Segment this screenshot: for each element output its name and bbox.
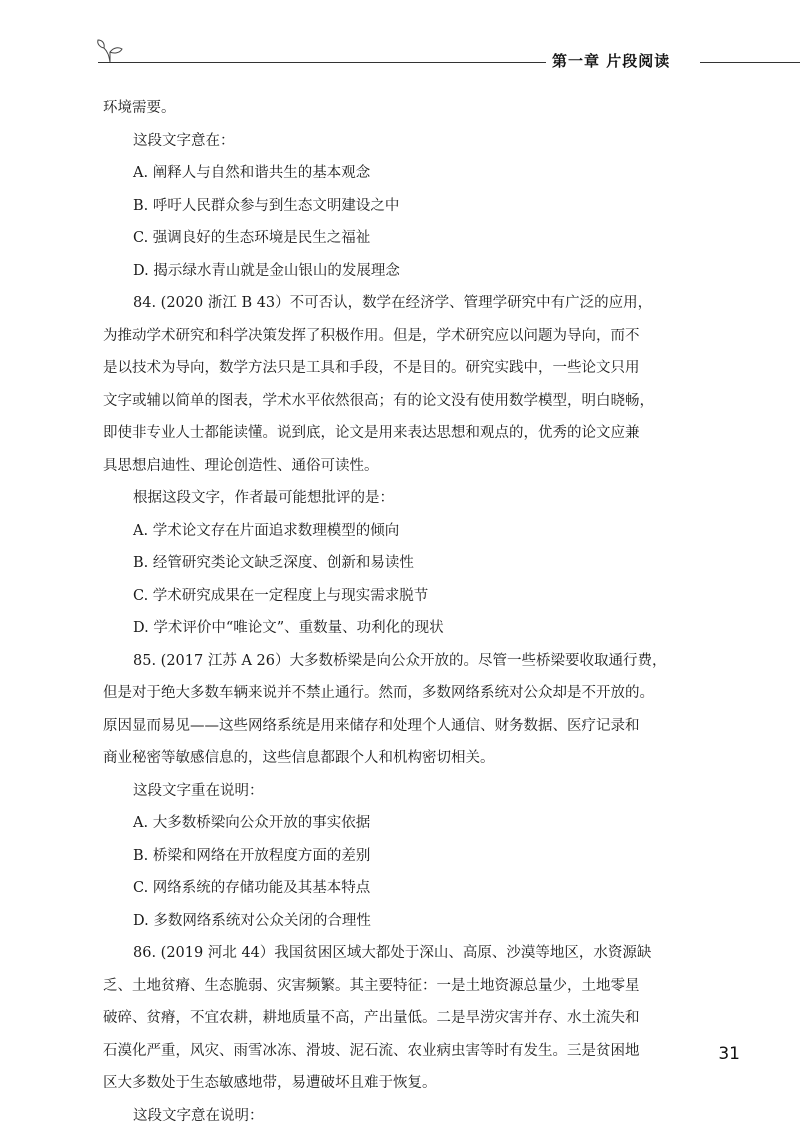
answer-option: C. 网络系统的存储功能及其基本特点 (103, 872, 693, 905)
text-line: 文字或辅以简单的图表，学术水平依然很高；有的论文没有使用数学模型，明白晓畅， (103, 385, 693, 418)
text-line: 即使非专业人士都能读懂。说到底，论文是用来表达思想和观点的，优秀的论文应兼 (103, 417, 693, 450)
answer-option: A. 学术论文存在片面追求数理模型的倾向 (103, 515, 693, 548)
text-line: 石漠化严重，风灾、雨雪冰冻、滑坡、泥石流、农业病虫害等时有发生。三是贫困地 (103, 1035, 693, 1068)
text-line: 具思想启迪性、理论创造性、通俗可读性。 (103, 450, 693, 483)
leaf-ornament-icon (96, 38, 124, 64)
text-line: 乏、土地贫瘠、生态脆弱、灾害频繁。其主要特征：一是土地资源总量少，土地零星 (103, 970, 693, 1003)
text-line: 原因显而易见——这些网络系统是用来储存和处理个人通信、财务数据、医疗记录和 (103, 710, 693, 743)
question-85-start: 85. (2017 江苏 A 26）大多数桥梁是向公众开放的。尽管一些桥梁要收取通行费， (103, 645, 693, 678)
text-line: 是以技术为导向，数学方法只是工具和手段，不是目的。研究实践中，一些论文只用 (103, 352, 693, 385)
question-prompt: 这段文字意在： (103, 125, 693, 158)
answer-option: D. 学术评价中“唯论文”、重数量、功利化的现状 (103, 612, 693, 645)
question-84-start: 84. (2020 浙江 B 43）不可否认，数学在经济学、管理学研究中有广泛的应用， (103, 287, 693, 320)
text-line: 环境需要。 (103, 92, 693, 125)
question-86-start: 86. (2019 河北 44）我国贫困区域大都处于深山、高原、沙漠等地区，水资源缺 (103, 937, 693, 970)
question-prompt: 这段文字意在说明： (103, 1100, 693, 1132)
answer-option: D. 多数网络系统对公众关闭的合理性 (103, 905, 693, 938)
text-line: 区大多数处于生态敏感地带，易遭破坏且难于恢复。 (103, 1067, 693, 1100)
text-line: 商业秘密等敏感信息的，这些信息都跟个人和机构密切相关。 (103, 742, 693, 775)
question-prompt: 这段文字重在说明： (103, 775, 693, 808)
header-rule (98, 62, 546, 63)
answer-option: B. 呼吁人民群众参与到生态文明建设之中 (103, 190, 693, 223)
chapter-title: 第一章 片段阅读 (552, 50, 700, 71)
question-prompt: 根据这段文字，作者最可能想批评的是： (103, 482, 693, 515)
text-line: 为推动学术研究和科学决策发挥了积极作用。但是，学术研究应以问题为导向，而不 (103, 320, 693, 353)
answer-option: B. 经管研究类论文缺乏深度、创新和易读性 (103, 547, 693, 580)
answer-option: A. 阐释人与自然和谐共生的基本观念 (103, 157, 693, 190)
answer-option: C. 学术研究成果在一定程度上与现实需求脱节 (103, 580, 693, 613)
answer-option: B. 桥梁和网络在开放程度方面的差别 (103, 840, 693, 873)
answer-option: D. 揭示绿水青山就是金山银山的发展理念 (103, 255, 693, 288)
answer-option: C. 强调良好的生态环境是民生之福祉 (103, 222, 693, 255)
answer-option: A. 大多数桥梁向公众开放的事实依据 (103, 807, 693, 840)
page-number: 31 (718, 1044, 740, 1064)
page-body (103, 92, 693, 1132)
text-line: 破碎、贫瘠，不宜农耕，耕地质量不高，产出量低。二是旱涝灾害并存、水土流失和 (103, 1002, 693, 1035)
text-line: 但是对于绝大多数车辆来说并不禁止通行。然而，多数网络系统对公众却是不开放的。 (103, 677, 693, 710)
header-rule-right (700, 62, 800, 63)
